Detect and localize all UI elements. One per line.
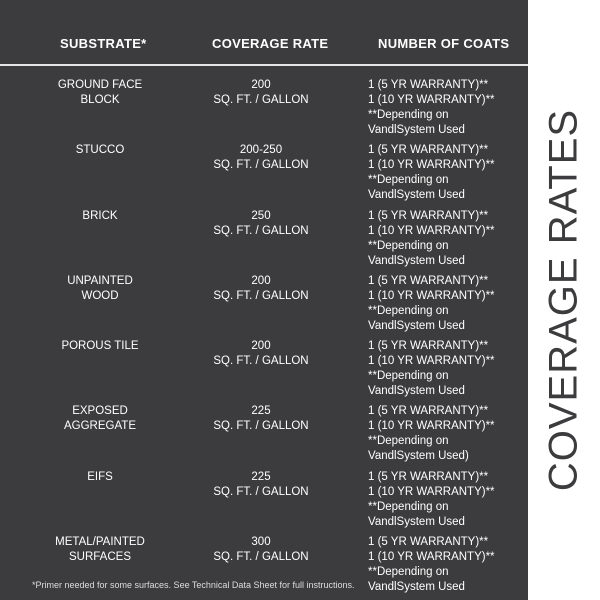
coats-cell-line: VandlSystem Used — [368, 124, 465, 136]
coverage-cell-line: SQ. FT. / GALLON — [213, 159, 309, 172]
coverage-cell-line: SQ. FT. / GALLON — [213, 551, 309, 564]
coverage-cell — [196, 339, 326, 369]
coats-cell-line: 1 (10 YR WARRANTY)** — [368, 94, 495, 106]
coats-cell-line: VandlSystem Used — [368, 385, 465, 398]
coverage-cell-line: 225 — [251, 470, 271, 483]
table-row — [0, 404, 528, 469]
coverage-cell — [196, 535, 326, 565]
coverage-cell — [196, 404, 326, 434]
coverage-cell — [196, 209, 326, 239]
substrate-cell — [40, 78, 160, 108]
coats-cell-line: VandlSystem Used — [368, 254, 465, 267]
coverage-cell-line: SQ. FT. / GALLON — [213, 94, 309, 106]
substrate-cell — [40, 209, 160, 224]
coats-cell-line: VandlSystem Used — [368, 581, 465, 594]
table-row — [0, 143, 528, 208]
substrate-cell — [40, 339, 160, 354]
coverage-cell-line: SQ. FT. / GALLON — [213, 224, 309, 237]
coats-cell-line: VandlSystem Used) — [368, 450, 469, 463]
coats-cell-line: 1 (5 YR WARRANTY)** — [368, 79, 489, 91]
substrate-cell-line: BRICK — [82, 209, 118, 222]
substrate-cell-line: UNPAINTED — [67, 274, 133, 287]
coats-cell — [368, 339, 528, 399]
coats-cell-line: 1 (10 YR WARRANTY)** — [368, 289, 495, 302]
table-row — [0, 470, 528, 535]
coats-cell-line: **Depending on — [368, 435, 449, 448]
coverage-cell-line: 200 — [251, 340, 271, 353]
substrate-cell-line: EIFS — [87, 470, 113, 483]
coverage-cell-line: 200-250 — [239, 144, 283, 157]
coats-cell-line: 1 (5 YR WARRANTY)** — [368, 144, 489, 157]
coats-cell-line: 1 (10 YR WARRANTY)** — [368, 159, 495, 172]
substrate-cell-line: STUCCO — [75, 144, 125, 157]
coverage-cell-line: SQ. FT. / GALLON — [213, 355, 309, 368]
coats-cell — [368, 143, 528, 203]
substrate-cell-line: EXPOSED — [72, 405, 128, 418]
coats-cell-line: 1 (5 YR WARRANTY)** — [368, 209, 489, 222]
substrate-cell-line: METAL/PAINTED — [55, 536, 145, 549]
coats-cell-line: VandlSystem Used — [368, 515, 465, 528]
coats-cell-line: 1 (5 YR WARRANTY)** — [368, 470, 489, 483]
coats-cell-line: 1 (5 YR WARRANTY)** — [368, 405, 489, 418]
coats-cell-line: VandlSystem Used — [368, 319, 465, 332]
coats-cell — [368, 209, 528, 269]
footnote: *Primer needed for some surfaces. See Technical Data Sheet for full instructions. — [32, 580, 355, 590]
table-body — [0, 78, 528, 600]
coverage-cell-line: 200 — [251, 274, 271, 287]
coverage-cell-line: SQ. FT. / GALLON — [213, 485, 309, 498]
side-banner — [528, 0, 600, 600]
coats-cell-line: **Depending on — [368, 174, 449, 187]
side-title: COVERAGE RATES — [541, 108, 586, 492]
header-number-of-coats: NUMBER OF COATS — [378, 36, 510, 51]
coats-cell-line: 1 (10 YR WARRANTY)** — [368, 485, 495, 498]
coverage-cell-line: 300 — [251, 536, 271, 549]
coats-cell — [368, 274, 528, 334]
header-substrate: SUBSTRATE* — [60, 36, 147, 51]
coats-cell-line: 1 (5 YR WARRANTY)** — [368, 340, 489, 353]
table-row — [0, 339, 528, 404]
table-header — [0, 36, 528, 58]
coverage-cell — [196, 470, 326, 500]
coats-cell-line: **Depending on — [368, 566, 449, 579]
header-divider — [0, 64, 528, 66]
coats-cell-line: 1 (10 YR WARRANTY)** — [368, 420, 495, 433]
coats-cell-line: 1 (10 YR WARRANTY)** — [368, 355, 495, 368]
coats-cell — [368, 404, 528, 464]
substrate-cell-line: SURFACES — [69, 551, 131, 564]
substrate-cell-line: AGGREGATE — [64, 420, 136, 433]
table-row — [0, 78, 528, 143]
coats-cell-line: **Depending on — [368, 239, 449, 252]
substrate-cell-line: POROUS TILE — [61, 340, 139, 353]
coats-cell-line: 1 (10 YR WARRANTY)** — [368, 224, 495, 237]
coverage-cell-line: 200 — [251, 79, 271, 91]
coverage-cell-line: SQ. FT. / GALLON — [213, 420, 309, 433]
coats-cell-line: **Depending on — [368, 109, 449, 121]
coats-cell-line: 1 (5 YR WARRANTY)** — [368, 536, 489, 549]
coats-cell-line: **Depending on — [368, 370, 449, 383]
coats-cell — [368, 78, 528, 138]
table-row — [0, 274, 528, 339]
coverage-cell — [196, 143, 326, 173]
coats-cell-line: **Depending on — [368, 500, 449, 513]
coats-cell-line: 1 (5 YR WARRANTY)** — [368, 274, 489, 287]
coverage-cell — [196, 274, 326, 304]
coverage-cell-line: SQ. FT. / GALLON — [213, 289, 309, 302]
coverage-cell-line: 225 — [251, 405, 271, 418]
coats-cell-line: VandlSystem Used — [368, 189, 465, 202]
substrate-cell-line: WOOD — [81, 289, 119, 302]
coverage-cell — [196, 78, 326, 108]
coats-cell — [368, 470, 528, 530]
substrate-cell — [40, 143, 160, 158]
substrate-cell-line: BLOCK — [80, 94, 120, 106]
substrate-cell — [40, 274, 160, 304]
coats-cell-line: **Depending on — [368, 304, 449, 317]
coverage-cell-line: 250 — [251, 209, 271, 222]
substrate-cell — [40, 404, 160, 434]
table-row — [0, 535, 528, 600]
header-coverage-rate: COVERAGE RATE — [212, 36, 329, 51]
table-row — [0, 209, 528, 274]
coats-cell-line: 1 (10 YR WARRANTY)** — [368, 551, 495, 564]
substrate-cell — [40, 535, 160, 565]
substrate-cell-line: GROUND FACE — [57, 79, 143, 91]
substrate-cell — [40, 470, 160, 485]
